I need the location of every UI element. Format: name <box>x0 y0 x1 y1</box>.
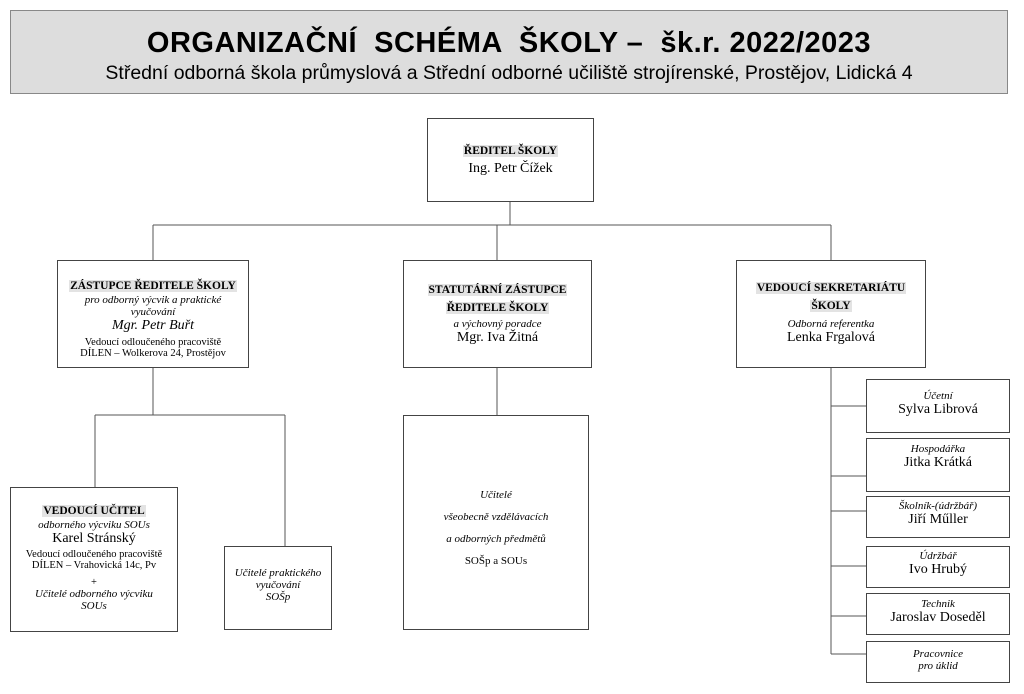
lead-teacher-note-line1: Vedoucí odloučeného pracoviště <box>25 549 163 560</box>
statutory-title-line1: STATUTÁRNÍ ZÁSTUPCE <box>428 284 567 296</box>
general-line4: SOŠp a SOUs <box>464 555 528 567</box>
lead-teacher-box <box>10 487 178 632</box>
lead-teacher-role: odborného výcviku SOUs <box>38 519 150 531</box>
practical-line1: Učitelé praktického <box>234 567 322 579</box>
lead-teacher-note-line2: DÍLEN – Vrahovická 14c, Pv <box>31 560 157 571</box>
general-line3: a odborných předmětů <box>446 533 546 545</box>
deputy-role-line2: vyučování <box>130 306 176 318</box>
deputy-title: ZÁSTUPCE ŘEDITELE ŠKOLY <box>70 280 236 292</box>
staff-name: Jiří Műller <box>908 512 968 527</box>
director-box <box>427 118 594 202</box>
staff-box <box>866 438 1010 492</box>
director-title: ŘEDITEL ŠKOLY <box>463 145 558 157</box>
practical-line2: vyučování <box>255 579 301 591</box>
general-line1: Učitelé <box>480 489 512 501</box>
page-title: ORGANIZAČNÍ SCHÉMA ŠKOLY – šk.r. 2022/2023 <box>146 27 872 59</box>
lead-teacher-title: VEDOUCÍ UČITEL <box>43 505 145 517</box>
staff-name: Sylva Librová <box>898 402 978 417</box>
deputy-role-line1: pro odborný výcvik a praktické <box>84 294 222 306</box>
page-subtitle: Střední odborná škola průmyslová a Střední odborné učiliště strojírenské, Prostějov, Lidická 4 <box>105 62 913 84</box>
staff-box <box>866 379 1010 433</box>
staff-role: Účetní <box>923 390 953 402</box>
deputy-note-line2: DÍLEN – Wolkerova 24, Prostějov <box>80 348 226 359</box>
statutory-role: a výchovný poradce <box>453 318 542 330</box>
staff-box <box>866 496 1010 538</box>
secretariat-role: Odborná referentka <box>787 318 875 330</box>
staff-role: Školník-(údržbář) <box>898 500 978 512</box>
deputy-box <box>57 260 249 368</box>
secretariat-title-line2: ŠKOLY <box>811 300 851 312</box>
lead-teacher-name: Karel Stránský <box>52 531 136 546</box>
general-line2: všeobecně vzdělávacích <box>443 511 549 523</box>
statutory-box <box>403 260 592 368</box>
staff-name: Ivo Hrubý <box>909 562 967 577</box>
staff-box <box>866 641 1010 683</box>
secretariat-title-line1: VEDOUCÍ SEKRETARIÁTU <box>756 282 906 294</box>
practical-line3: SOŠp <box>265 591 291 603</box>
staff-box <box>866 593 1010 635</box>
lead-teacher-plus: + <box>91 577 97 588</box>
statutory-name: Mgr. Iva Žitná <box>456 330 539 345</box>
staff-role: Pracovnice <box>912 648 964 660</box>
practical-teachers-box <box>224 546 332 630</box>
statutory-title-line2: ŘEDITELE ŠKOLY <box>446 302 549 314</box>
staff-role: Technik <box>921 598 955 610</box>
staff-name: Jaroslav Doseděl <box>890 610 986 625</box>
staff-name: Jitka Krátká <box>903 455 973 470</box>
staff-box <box>866 546 1010 588</box>
staff-role: Hospodářka <box>910 443 966 455</box>
lead-teacher-extra-line2: SOUs <box>81 600 107 612</box>
deputy-name: Mgr. Petr Buřt <box>111 318 195 333</box>
director-name: Ing. Petr Čížek <box>468 161 553 176</box>
staff-name: pro úklid <box>918 660 958 672</box>
staff-role: Údržbář <box>919 550 957 562</box>
deputy-note-line1: Vedoucí odloučeného pracoviště <box>84 337 222 348</box>
lead-teacher-extra-line1: Učitelé odborného výcviku <box>35 588 153 600</box>
secretariat-box <box>736 260 926 368</box>
header <box>10 10 1008 94</box>
secretariat-name: Lenka Frgalová <box>787 330 875 345</box>
general-teachers-box <box>403 415 589 630</box>
